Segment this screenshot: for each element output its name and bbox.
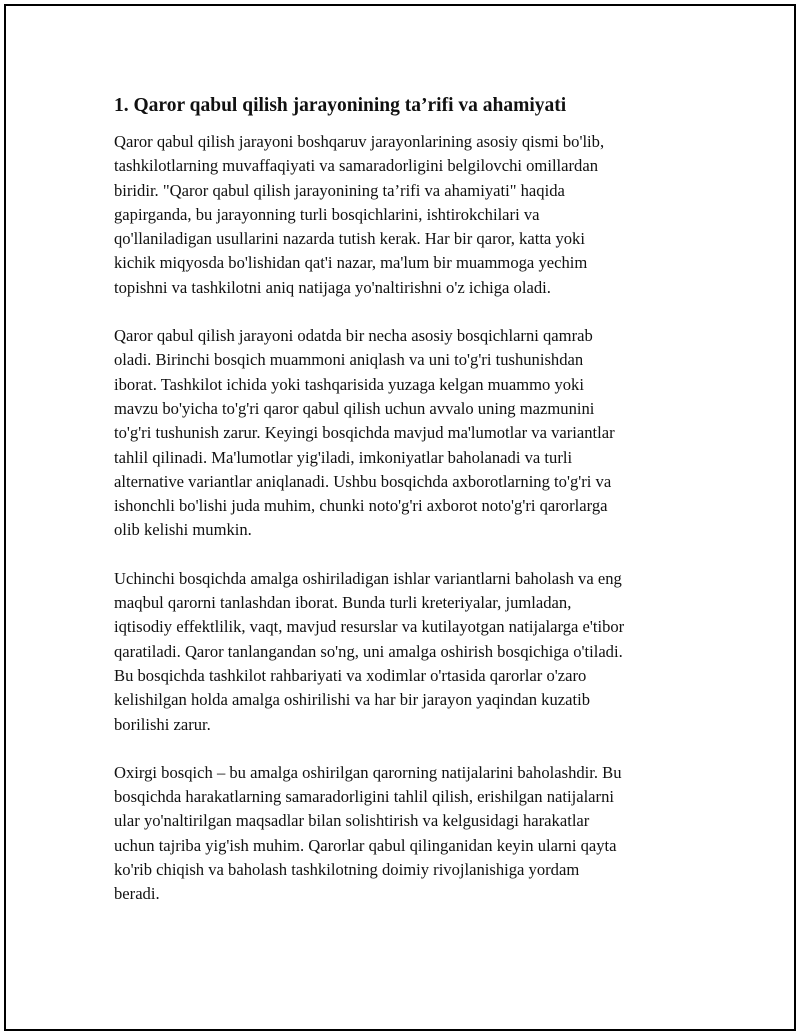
text-line: olib kelishi mumkin. [114, 520, 252, 540]
text-line: bosqichda harakatlarning samaradorligini tahlil qilish, erishilgan natijalarni [114, 787, 614, 807]
text-line: Qaror qabul qilish jarayoni boshqaruv jarayonlarining asosiy qismi bo'lib, [114, 132, 605, 151]
text-line: topishni va tashkilotni aniq natijaga yo'naltirishni o'z ichiga oladi. [114, 277, 551, 297]
text-line: Qaror qabul qilish jarayoni odatda bir necha asosiy bosqichlarni qamrab [114, 326, 593, 346]
paragraph-3 [114, 567, 694, 737]
text-line: biridir. "Qaror qabul qilish jarayonining ta’rifi va ahamiyati" haqida [114, 180, 565, 200]
document-body [114, 92, 694, 931]
text-line: Bu bosqichda tashkilot rahbariyati va xodimlar o'rtasida qarorlar o'zaro [114, 665, 587, 685]
text-line: iqtisodiy effektlilik, vaqt, mavjud resurslar va kutilayotgan natijalarga e'tibor [114, 617, 625, 637]
text-line: maqbul qarorni tanlashdan iborat. Bunda turli kreteriyalar, jumladan, [114, 593, 572, 613]
text-line: Uchinchi bosqichda amalga oshiriladigan ishlar variantlarni baholash va eng [114, 568, 622, 588]
text-line: borilishi zarur. [114, 714, 211, 734]
text-line: Oxirgi bosqich – bu amalga oshirilgan qarorning natijalarini baholashdir. Bu [114, 762, 622, 782]
text-line: tahlil qilinadi. Ma'lumotlar yig'iladi, imkoniyatlar baholanadi va turli [114, 447, 573, 467]
text-line: iborat. Tashkilot ichida yoki tashqarisida yuzaga kelgan muammo yoki [114, 374, 584, 394]
text-line: tashkilotlarning muvaffaqiyati va samaradorligini belgilovchi omillardan [114, 156, 599, 176]
text-line: qo'llaniladigan usullarini nazarda tutish kerak. Har bir qaror, katta yoki [114, 229, 585, 249]
text-line: gapirganda, bu jarayonning turli bosqichlarini, ishtirokchilari va [114, 204, 540, 224]
text-line: beradi. [114, 884, 160, 904]
text-line: ular yo'naltirilgan maqsadlar bilan solishtirish va kelgusidagi harakatlar [114, 811, 590, 831]
text-line: ishonchli bo'lishi juda muhim, chunki noto'g'ri axborot noto'g'ri qarorlarga [114, 496, 608, 516]
text-line: mavzu bo'yicha to'g'ri qaror qabul qilish uchun avvalo uning mazmunini [114, 398, 595, 418]
paragraph-2 [114, 324, 694, 543]
paragraph-1 [114, 130, 694, 300]
text-line: oladi. Birinchi bosqich muammoni aniqlash va uni to'g'ri tushunishdan [114, 350, 584, 370]
paragraph-4 [114, 761, 694, 907]
text-line: uchun tajriba yig'ish muhim. Qarorlar qabul qilinganidan keyin ularni qayta [114, 835, 617, 855]
text-line: to'g'ri tushunish zarur. Keyingi bosqichda mavjud ma'lumotlar va variantlar [114, 423, 615, 443]
text-line: alternative variantlar aniqlanadi. Ushbu bosqichda axborotlarning to'g'ri va [114, 471, 612, 491]
text-line: ko'rib chiqish va baholash tashkilotning doimiy rivojlanishiga yordam [114, 860, 580, 880]
text-line: qaratiladi. Qaror tanlangandan so'ng, uni amalga oshirish bosqichiga o'tiladi. [114, 641, 623, 661]
text-line: kichik miqyosda bo'lishidan qat'i nazar, ma'lum bir muammoga yechim [114, 253, 588, 273]
text-line: kelishilgan holda amalga oshirilishi va har bir jarayon yaqindan kuzatib [114, 690, 591, 710]
section-heading: 1. Qaror qabul qilish jarayonining ta’rifi va ahamiyati [114, 95, 567, 116]
